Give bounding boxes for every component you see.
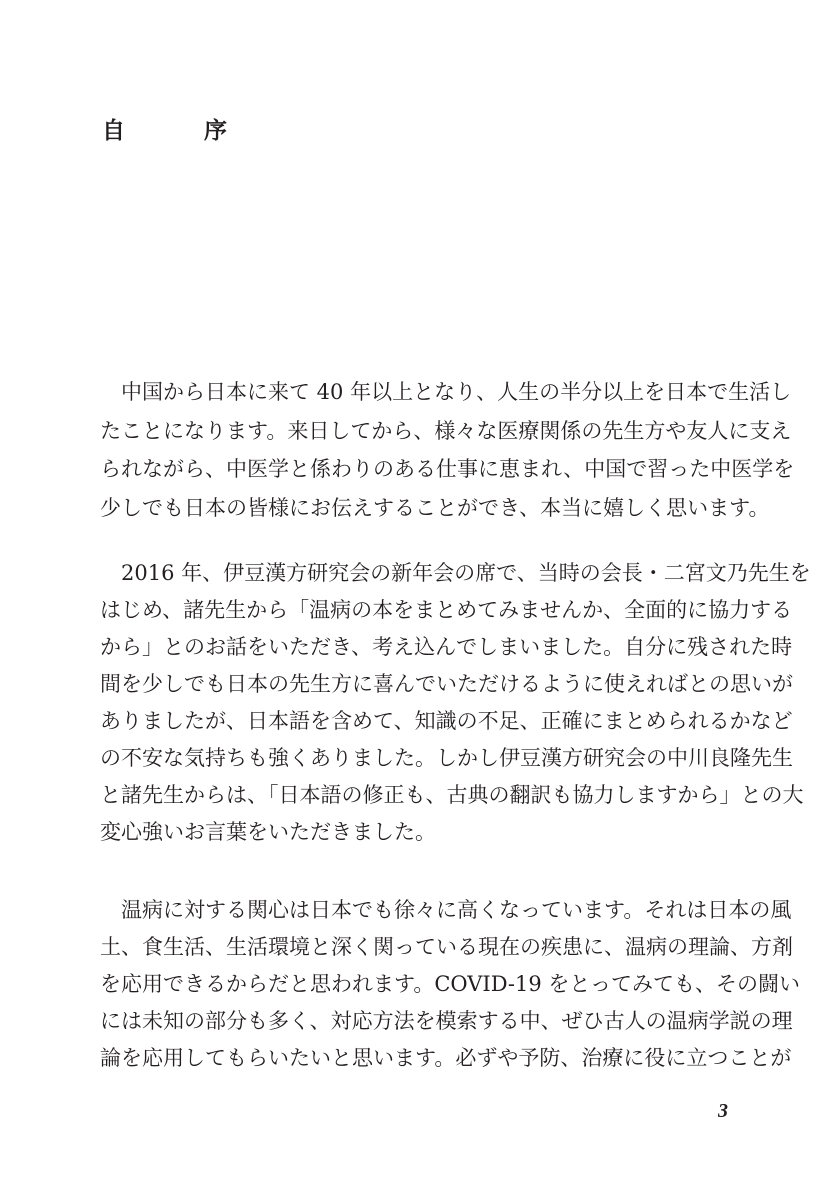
text-line: はじめ、諸先生から「温病の本をまとめてみませんか、全面的に協力する <box>100 598 793 622</box>
text-line: 2016 年、伊豆漢方研究会の新年会の席で、当時の会長・二宮文乃先生を <box>100 561 811 585</box>
text-line: 変心強いお言葉をいただきました。 <box>100 820 436 844</box>
text-line: 中国から日本に来て 40 年以上となり、人生の半分以上を日本で生活し <box>100 380 792 404</box>
text-line: 少しでも日本の皆様にお伝えすることができ、本当に嬉しく思います。 <box>100 495 770 520</box>
text-line: から」とのお話をいただき、考え込んでしまいました。自分に残された時 <box>100 635 793 659</box>
text-line: 間を少しでも日本の先生方に喜んでいただけるように使えればとの思いが <box>100 672 793 696</box>
paragraph-1 <box>100 373 795 527</box>
page-number: 3 <box>718 1100 728 1122</box>
paragraph-3 <box>100 892 800 1077</box>
text-line: には未知の部分も多く、対応方法を模索する中、ぜひ古人の温病学説の理 <box>100 1009 793 1033</box>
text-line: を応用できるからだと思われます。COVID-19 をとってみても、その闘い <box>100 972 800 996</box>
text-line: と諸先生からは、「日本語の修正も、古典の翻訳も協力しますから」との大 <box>100 783 804 807</box>
text-line: 温病に対する関心は日本でも徐々に高くなっています。それは日本の風 <box>100 898 792 922</box>
page-title: 自 序 <box>102 117 255 144</box>
text-line: 論を応用してもらいたいと思います。必ずや予防、治療に役に立つことが <box>100 1046 792 1070</box>
text-line: 土、食生活、生活環境と深く関っている現在の疾患に、温病の理論、方剤 <box>100 935 793 959</box>
text-line: の不安な気持ちも強くありました。しかし伊豆漢方研究会の中川良隆先生 <box>100 746 793 770</box>
text-line: ありましたが、日本語を含めて、知識の不足、正確にまとめられるかなど <box>100 709 793 733</box>
paragraph-2 <box>100 555 811 851</box>
text-line: たことになります。来日してから、様々な医療関係の先生方や友人に支え <box>100 418 792 443</box>
text-line: られながら、中医学と係わりのある仕事に恵まれ、中国で習った中医学を <box>100 457 795 481</box>
